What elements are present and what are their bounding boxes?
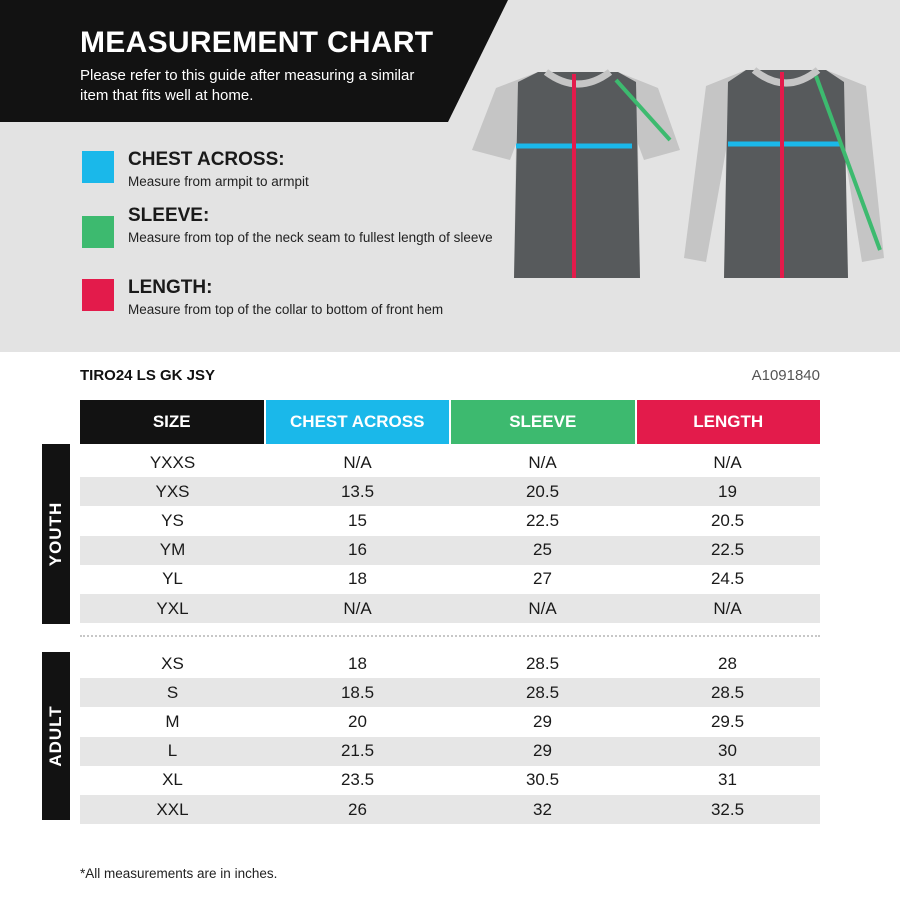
table-row [80, 565, 820, 594]
column-header-sleeve: SLEEVE [451, 400, 637, 444]
product-name: TIRO24 LS GK JSY [80, 367, 216, 384]
table-cell: YXL [156, 598, 189, 618]
legend-sleeve-title: SLEEVE: [128, 205, 210, 226]
table-cell: 24.5 [710, 569, 745, 589]
table-cell: 28.5 [710, 682, 745, 702]
table-cell: 22.5 [525, 510, 560, 530]
table-cell: 13.5 [340, 481, 375, 501]
table-cell: 18 [348, 569, 367, 589]
legend-length-title: LENGTH: [128, 277, 213, 298]
table-cell: YXXS [149, 452, 196, 472]
legend-chest-title: CHEST ACROSS: [128, 149, 285, 170]
table-cell: 22.5 [710, 540, 745, 560]
table-cell: XL [162, 770, 183, 790]
adult-group-label [42, 652, 70, 820]
sleeve-color-swatch [82, 216, 114, 248]
table-row [80, 649, 820, 678]
column-header-chest-across: CHEST ACROSS [266, 400, 452, 444]
table-cell: YL [162, 569, 183, 589]
table-cell: YXS [155, 481, 190, 501]
table-row [80, 477, 820, 506]
table-cell: N/A [528, 452, 557, 472]
table-row [80, 707, 820, 736]
table-cell: 28 [718, 653, 737, 673]
table-cell: N/A [713, 598, 742, 618]
table-cell: M [165, 711, 180, 731]
legend-sleeve-description: Measure from top of the neck seam to fullest length of sleeve [128, 230, 493, 245]
table-cell: 23.5 [340, 770, 375, 790]
table-row [80, 594, 820, 623]
table-cell: 28.5 [525, 682, 560, 702]
table-cell: 18 [348, 653, 367, 673]
table-cell: N/A [528, 598, 557, 618]
table-cell: 16 [348, 540, 367, 560]
table-cell: YS [161, 510, 184, 530]
table-cell: 30.5 [525, 770, 560, 790]
table-cell: N/A [343, 452, 372, 472]
table-cell: 29 [533, 711, 552, 731]
table-cell: XXL [156, 799, 189, 819]
long-sleeve-jersey-icon [684, 70, 884, 278]
youth-label-text: YOUTH [46, 501, 65, 567]
table-cell: 29 [533, 741, 552, 761]
table-cell: 27 [533, 569, 552, 589]
table-cell: 20.5 [710, 510, 745, 530]
table-cell: 21.5 [340, 741, 375, 761]
table-cell: 28.5 [525, 653, 560, 673]
page-title: MEASUREMENT CHART [80, 26, 434, 59]
table-cell: 18.5 [340, 682, 375, 702]
page-subtitle: Please refer to this guide after measuring a similar item that fits well at home. [80, 67, 415, 104]
table-row [80, 766, 820, 795]
table-cell: YM [159, 540, 186, 560]
table-cell: 31 [718, 770, 737, 790]
table-row [80, 448, 820, 477]
table-cell: 32.5 [710, 799, 745, 819]
table-divider [80, 635, 820, 637]
table-row [80, 536, 820, 565]
youth-group-label [42, 444, 70, 624]
table-cell: XS [161, 653, 184, 673]
jersey-illustrations [468, 60, 888, 282]
legend-chest-description: Measure from armpit to armpit [128, 174, 309, 189]
table-cell: S [166, 682, 179, 702]
table-cell: 15 [348, 510, 367, 530]
youth-rows [80, 448, 820, 623]
table-cell: 20.5 [525, 481, 560, 501]
table-cell: 19 [718, 481, 737, 501]
table-cell: L [167, 741, 178, 761]
table-header [80, 400, 820, 444]
table-cell: 32 [533, 799, 552, 819]
product-code: A1091840 [751, 367, 820, 384]
table-cell: N/A [343, 598, 372, 618]
footnote: *All measurements are in inches. [80, 866, 278, 881]
table-cell: 29.5 [710, 711, 745, 731]
adult-rows [80, 649, 820, 824]
column-header-length: LENGTH [637, 400, 821, 444]
table-row [80, 737, 820, 766]
table-cell: 20 [348, 711, 367, 731]
table-row [80, 678, 820, 707]
table-cell: 25 [533, 540, 552, 560]
length-color-swatch [82, 279, 114, 311]
legend-length-description: Measure from top of the collar to bottom of front hem [128, 302, 444, 317]
table-row [80, 795, 820, 824]
table-cell: 30 [718, 741, 737, 761]
top-panel [0, 0, 900, 352]
table-row [80, 506, 820, 535]
short-sleeve-jersey-icon [472, 72, 680, 278]
chest-color-swatch [82, 151, 114, 183]
column-header-size: SIZE [80, 400, 266, 444]
table-cell: N/A [713, 452, 742, 472]
table-cell: 26 [348, 799, 367, 819]
adult-label-text: ADULT [46, 705, 65, 767]
